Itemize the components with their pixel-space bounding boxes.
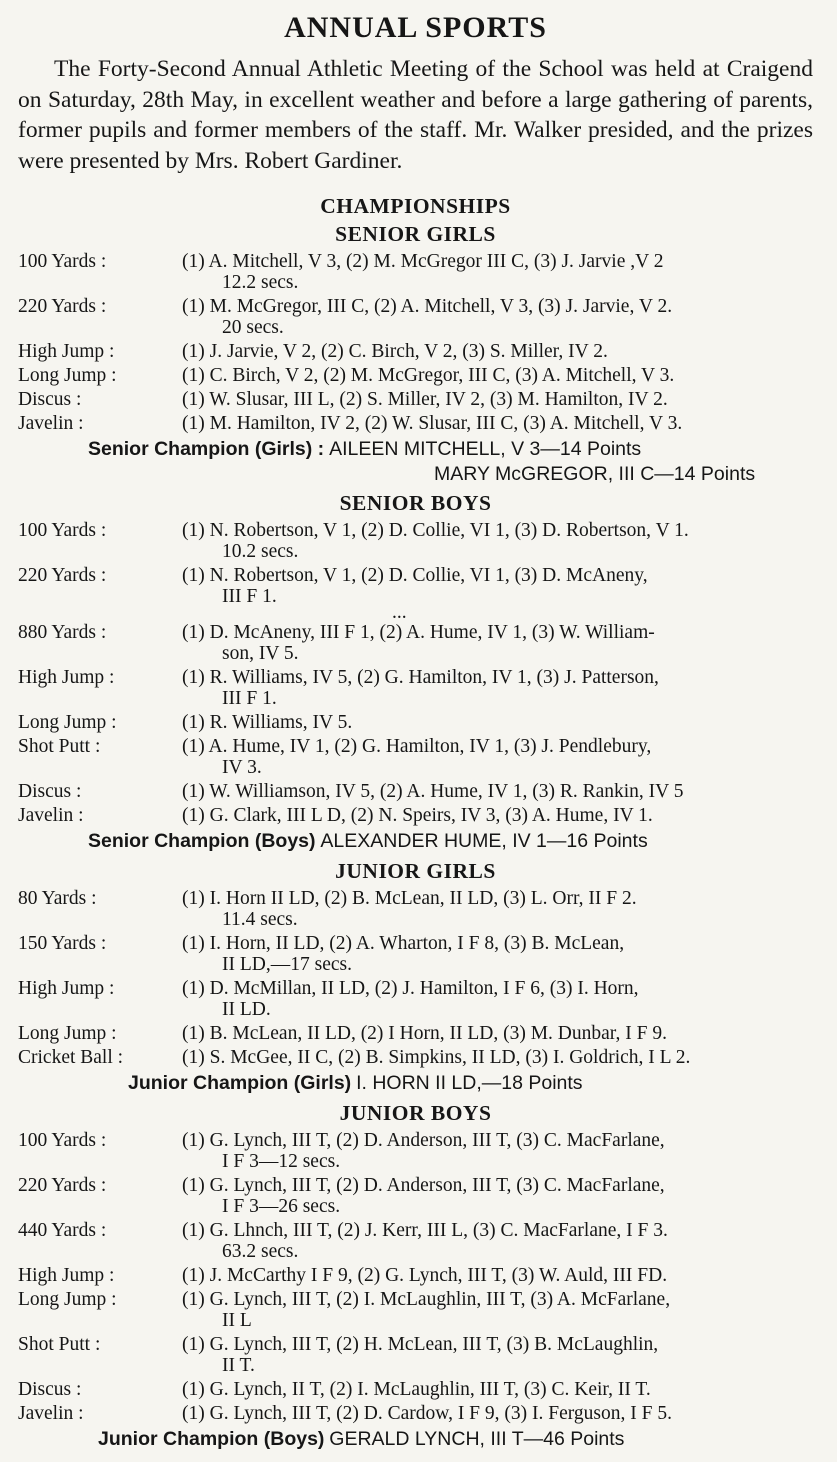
result-row (18, 341, 813, 362)
champion-label: Junior Champion (Girls) (128, 1072, 352, 1094)
result-row (18, 365, 813, 386)
event-result: (1) I. Horn, II LD, (2) A. Wharton, I F 8, (3) B. McLean, II LD,—17 secs. (182, 933, 625, 975)
result-row (18, 1334, 813, 1376)
event-name: Long Jump : (18, 365, 117, 386)
result-row (18, 296, 813, 338)
event-name: 220 Yards : (18, 1175, 107, 1196)
event-result: (1) I. Horn II LD, (2) B. McLean, II LD, (3) L. Orr, II F 2. 11.4 secs. (182, 888, 637, 930)
event-result: (1) C. Birch, V 2, (2) M. McGregor, III C, (3) A. Mitchell, V 3. (182, 365, 675, 386)
event-name: 440 Yards : (18, 1220, 107, 1241)
result-row (18, 712, 813, 733)
intro-paragraph: The Forty-Second Annual Athletic Meeting of the School was held at Craigend on Saturday, 28th May, in excellent weather and before a large gathering of parents, former pupils and former members of the staff. Mr. Walker presided, and the prizes were presented by Mrs. Robert Gardiner. (18, 56, 813, 174)
senior-boys-results (18, 520, 813, 826)
result-row (18, 805, 813, 826)
event-name: High Jump : (18, 667, 115, 688)
event-name: 220 Yards : (18, 296, 107, 317)
result-row (18, 413, 813, 434)
result-row (18, 667, 813, 709)
event-name: 100 Yards : (18, 520, 107, 541)
event-name: 150 Yards : (18, 933, 107, 954)
event-result: (1) J. McCarthy I F 9, (2) G. Lynch, III T, (3) W. Auld, III FD. (182, 1265, 668, 1286)
event-result: (1) D. McMillan, II LD, (2) J. Hamilton, I F 6, (3) I. Horn, II LD. (182, 978, 639, 1020)
junior-girls-champion (18, 1071, 813, 1096)
result-row (18, 622, 813, 664)
event-name: Shot Putt : (18, 1334, 101, 1355)
result-row (18, 1130, 813, 1172)
event-result: (1) A. Mitchell, V 3, (2) M. McGregor III C, (3) J. Jarvie ,V 2 12.2 secs. (182, 251, 664, 293)
champion-value-second: MARY McGREGOR, III C—14 Points (434, 463, 756, 485)
event-result: (1) N. Robertson, V 1, (2) D. Collie, VI 1, (3) D. McAneny, III F 1. ... (182, 565, 813, 619)
senior-girls-champion (18, 437, 813, 486)
event-name: Long Jump : (18, 1289, 117, 1310)
event-name: Long Jump : (18, 712, 117, 733)
event-result: (1) G. Lynch, II T, (2) I. McLaughlin, III T, (3) C. Keir, II T. (182, 1379, 651, 1400)
result-row (18, 1265, 813, 1286)
event-name: Javelin : (18, 413, 84, 434)
junior-girls-heading: JUNIOR GIRLS (335, 859, 496, 883)
event-result: (1) B. McLean, II LD, (2) I Horn, II LD, (3) M. Dunbar, I F 9. (182, 1023, 667, 1044)
ellipsis: ... (392, 602, 407, 623)
senior-boys-champion (18, 829, 813, 854)
result-row (18, 781, 813, 802)
event-result: (1) R. Williams, IV 5, (2) G. Hamilton, IV 1, (3) J. Patterson, III F 1. (182, 667, 659, 709)
junior-boys-heading: JUNIOR BOYS (339, 1101, 492, 1125)
champion-label: Junior Champion (Boys) (98, 1428, 325, 1450)
event-result: (1) G. Lynch, III T, (2) H. McLean, III T, (3) B. McLaughlin, II T. (182, 1334, 659, 1376)
result-row (18, 389, 813, 410)
event-result: (1) S. McGee, II C, (2) B. Simpkins, II LD, (3) I. Goldrich, I L 2. (182, 1047, 691, 1068)
champion-label: Senior Champion (Boys) (88, 830, 316, 852)
junior-boys-champion (18, 1427, 813, 1452)
senior-girls-results (18, 251, 813, 434)
event-result: (1) G. Lynch, III T, (2) I. McLaughlin, III T, (3) A. McFarlane, II L (182, 1289, 671, 1331)
event-result: (1) G. Lynch, III T, (2) D. Anderson, III T, (3) C. MacFarlane, I F 3—26 secs. (182, 1175, 665, 1217)
champion-label: Senior Champion (Girls) : (88, 438, 325, 460)
champion-value: ALEXANDER HUME, IV 1—16 Points (320, 830, 648, 852)
event-name: Long Jump : (18, 1023, 117, 1044)
event-result: (1) G. Lynch, III T, (2) D. Cardow, I F 9, (3) I. Ferguson, I F 5. (182, 1403, 672, 1424)
result-row (18, 1403, 813, 1424)
event-name: 100 Yards : (18, 1130, 107, 1151)
event-result: (1) D. McAneny, III F 1, (2) A. Hume, IV 1, (3) W. William- son, IV 5. (182, 622, 655, 664)
event-name: Discus : (18, 781, 82, 802)
champion-value: AILEEN MITCHELL, V 3—14 Points (329, 438, 642, 460)
event-name: High Jump : (18, 341, 115, 362)
event-name: 220 Yards : (18, 565, 107, 586)
event-result: (1) M. Hamilton, IV 2, (2) W. Slusar, III C, (3) A. Mitchell, V 3. (182, 413, 683, 434)
result-row (18, 933, 813, 975)
result-row (18, 1023, 813, 1044)
event-name: Cricket Ball : (18, 1047, 124, 1068)
page-title: ANNUAL SPORTS (284, 11, 547, 44)
event-name: Discus : (18, 389, 82, 410)
event-result: (1) G. Lynch, III T, (2) D. Anderson, III T, (3) C. MacFarlane, I F 3—12 secs. (182, 1130, 665, 1172)
event-name: High Jump : (18, 978, 115, 999)
event-name: Javelin : (18, 805, 84, 826)
event-name: 80 Yards : (18, 888, 97, 909)
event-name: Javelin : (18, 1403, 84, 1424)
result-row (18, 1220, 813, 1262)
senior-girls-heading: SENIOR GIRLS (335, 222, 496, 246)
championships-heading: CHAMPIONSHIPS (320, 194, 511, 218)
junior-girls-results (18, 888, 813, 1068)
result-row (18, 736, 813, 778)
event-name: High Jump : (18, 1265, 115, 1286)
event-result: (1) R. Williams, IV 5. (182, 712, 353, 733)
champion-value: I. HORN II LD,—18 Points (356, 1072, 583, 1094)
senior-boys-heading: SENIOR BOYS (339, 491, 492, 515)
event-result: (1) N. Robertson, V 1, (2) D. Collie, VI 1, (3) D. Robertson, V 1. 10.2 secs. (182, 520, 689, 562)
event-result: (1) M. McGregor, III C, (2) A. Mitchell, V 3, (3) J. Jarvie, V 2. 20 secs. (182, 296, 673, 338)
event-name: Discus : (18, 1379, 82, 1400)
result-row (18, 251, 813, 293)
result-row (18, 1379, 813, 1400)
event-result: (1) G. Lhnch, III T, (2) J. Kerr, III L, (3) C. MacFarlane, I F 3. 63.2 secs. (182, 1220, 668, 1262)
event-name: 880 Yards : (18, 622, 107, 643)
event-result: (1) J. Jarvie, V 2, (2) C. Birch, V 2, (3) S. Miller, IV 2. (182, 341, 608, 362)
result-row (18, 1289, 813, 1331)
event-result: (1) W. Williamson, IV 5, (2) A. Hume, IV 1, (3) R. Rankin, IV 5 (182, 781, 684, 802)
event-name: Shot Putt : (18, 736, 101, 757)
event-result: (1) W. Slusar, III L, (2) S. Miller, IV 2, (3) M. Hamilton, IV 2. (182, 389, 668, 410)
junior-boys-results (18, 1130, 813, 1424)
result-row (18, 1047, 813, 1068)
result-row (18, 520, 813, 562)
event-result: (1) A. Hume, IV 1, (2) G. Hamilton, IV 1, (3) J. Pendlebury, IV 3. (182, 736, 652, 778)
result-row (18, 888, 813, 930)
event-name: 100 Yards : (18, 251, 107, 272)
event-result: (1) G. Clark, III L D, (2) N. Speirs, IV 3, (3) A. Hume, IV 1. (182, 805, 653, 826)
result-row (18, 565, 813, 623)
result-row (18, 1175, 813, 1217)
champion-value: GERALD LYNCH, III T—46 Points (329, 1428, 625, 1450)
result-row (18, 978, 813, 1020)
